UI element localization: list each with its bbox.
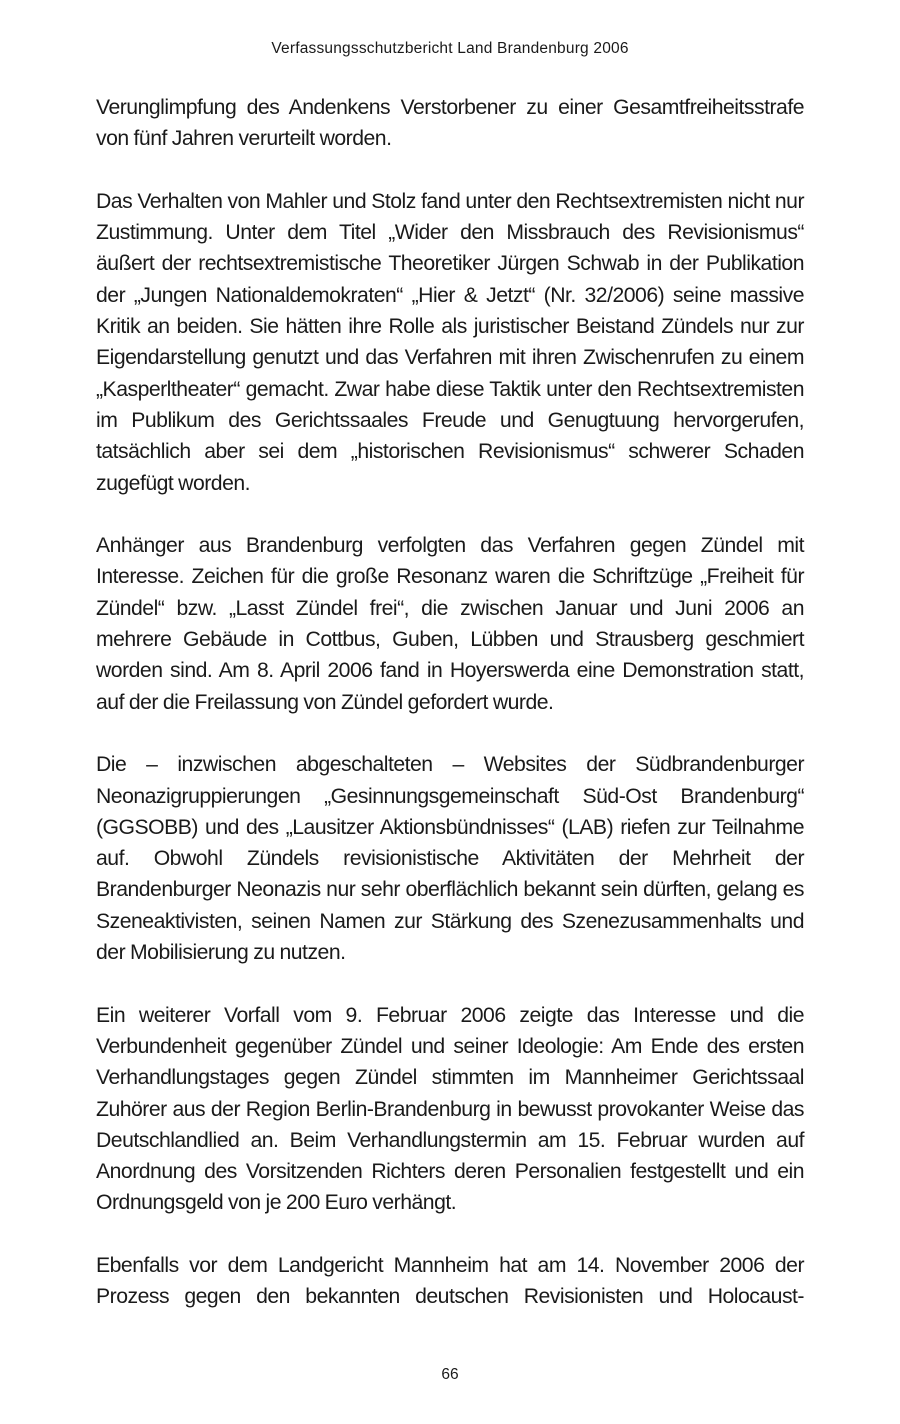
paragraph-4: Die – inzwischen abgeschalteten – Websites der Südbrandenburger Neonazigruppierungen „Gesinnungsgemeinschaft Süd-Ost Brandenburg“ (GGSOBB) und des „Lausitzer Aktionsbündnisses“ (LAB) riefen zur Teilnahme auf. Obwohl Zündels revisionistische Aktivitäten der Mehrheit der Brandenburger Neonazis nur sehr oberflächlich bekannt sein dürften, gelang es Szeneaktivisten, seinen Namen zur Stärkung des Szenezusammenhalts und der Mobilisierung zu nutzen. [96,753,804,965]
body-text [96,92,804,1344]
paragraph-2: Das Verhalten von Mahler und Stolz fand unter den Rechtsextremisten nicht nur Zustimmung. Unter dem Titel „Wider den Missbrauch des Revisionismus“ äußert der rechtsextremistische Theoretiker Jürgen Schwab in der Publikation der „Jungen Nationaldemokraten“ „Hier & Jetzt“ (Nr. 32/2006) seine massive Kritik an beiden. Sie hätten ihre Rolle als juristischer Beistand Zündels nur zur Eigendarstellung genutzt und das Verfahren mit ihren Zwischenrufen zu einem „Kasperltheater“ gemacht. Zwar habe diese Taktik unter den Rechtsextremisten im Publikum des Gerichtssaales Freude und Genugtuung hervorgerufen, tatsächlich aber sei dem „historischen Revisionismus“ schwerer Schaden zugefügt worden. [96,189,804,495]
paragraph-5: Ein weiterer Vorfall vom 9. Februar 2006 zeigte das Interesse und die Verbundenheit gegenüber Zündel und seiner Ideologie: Am Ende des ersten Verhandlungstages gegen Zündel stimmten im Mannheimer Gerichtssaal Zuhörer aus der Region Berlin-Brandenburg in bewusst provokanter Weise das Deutschlandlied an. Beim Verhandlungstermin am 15. Februar wurden auf Anordnung des Vorsitzenden Richters deren Personalien festgestellt und ein Ordnungsgeld von je 200 Euro verhängt. [96,1003,804,1215]
running-header: Verfassungsschutzbericht Land Brandenburg 2006 [271,40,629,57]
page-number: 66 [441,1366,459,1383]
paragraph-6: Ebenfalls vor dem Landgericht Mannheim hat am 14. November 2006 der Prozess gegen den bekannten deutschen Revisionisten und Holocaust- [96,1253,804,1309]
paragraph-1: Verunglimpfung des Andenkens Verstorbener zu einer Gesamtfreiheitsstrafe von fünf Jahren verurteilt worden. [96,96,804,151]
paragraph-3: Anhänger aus Brandenburg verfolgten das Verfahren gegen Zündel mit Interesse. Zeichen für die große Resonanz waren die Schriftzüge „Freiheit für Zündel“ bzw. „Lasst Zündel frei“, die zwischen Januar und Juni 2006 an mehrere Gebäude in Cottbus, Guben, Lübben und Strausberg geschmiert worden sind. Am 8. April 2006 fand in Hoyerswerda eine Demonstration statt, auf der die Freilassung von Zündel gefordert wurde. [96,534,804,714]
